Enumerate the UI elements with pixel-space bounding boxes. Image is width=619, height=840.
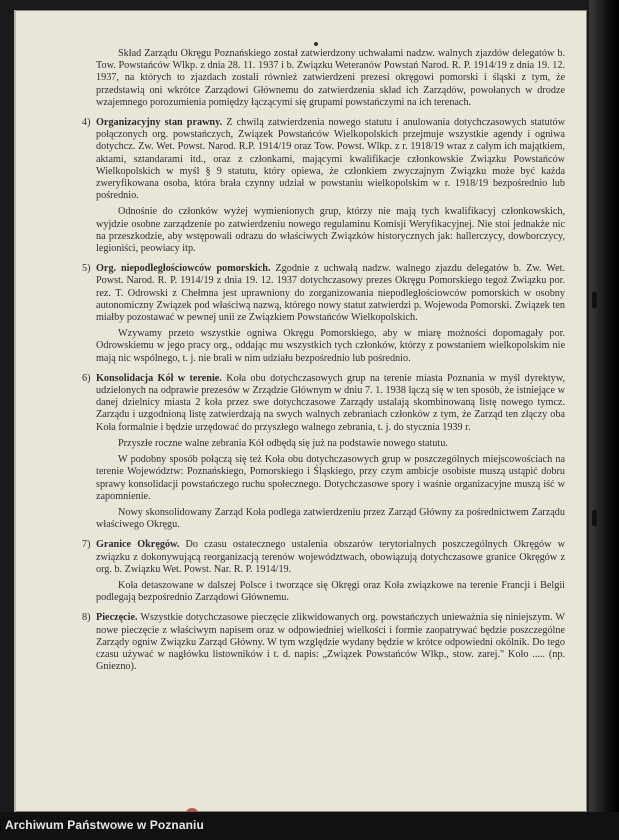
section-text: Koła obu dotychczasowych grup na terenie miasta Poznania w myśl dyrektyw, udzielonych na odprawie prezesów w Zrządzie Głównym w dniu 7. 1. 1938 łączą się w ten sposób, że istniejące w danej dzielnicy miasta 2 koła przez swe dotychczasowe Zarządy ustalają skombinowaną listę nowego tymcz. Zarządu i uzgodnioną listę zatwierdzają na swych walnych zebraniach członków z tym, że Zarząd ten złączy oba Koła formalnie i będzie urzędować do przyszłego walnego zebrania, t. j. do stycznia 1939 r. (96, 372, 566, 433)
section-heading: Granice Okręgów. (96, 539, 180, 551)
archive-label: Archiwum Państwowe w Poznaniu (5, 818, 204, 832)
section-heading: Pieczęcie. (96, 612, 138, 624)
section-number: 6) (82, 372, 91, 384)
scan-border-right (589, 0, 619, 812)
section-text: Wszystkie dotychczasowe pieczęcie zlikwidowanych org. powstańczych unieważnia się niniejszym. W nowe pieczęcie z właściwym napisem oraz w odpowiedniej wielkości i formie zaopatrywać będzie poszczególne Zarządy ogniw Związku Zarząd Główny. W tym względzie wydany będzie w krótce odpowiedni okólnik. Do tego czasu używać w nagłówku listowników i t. d. napis: „Związek Powstańców Wlkp., stow. zarej." Koło ..... (np. Gniezno). (96, 612, 565, 673)
section-number: 7) (82, 539, 91, 551)
archive-footer (0, 812, 619, 840)
document-body (82, 48, 566, 673)
section-4 (82, 117, 566, 255)
section-heading: Org. niepodległościowców pomorskich. (96, 263, 271, 275)
section-paragraph: Koła detaszowane w dalszej Polsce i tworzące się Okręgi oraz Koła związkowe na terenie Francji i Belgii podlegają bezpośrednio Zarządowi Głównemu. (96, 579, 565, 604)
section-heading: Organizacyjny stan prawny. (96, 117, 223, 129)
section-number: 4) (82, 117, 91, 129)
section-text: Zgodnie z uchwałą nadzw. walnego zjazdu delegatów b. Zw. Wet. Powst. Narod. R. P. 1914/19 z dnia 19. 12. 1937 dotychczasowy prezes Okręgu Pomorskiego tegoż Związku por. rez. T. Odrowski z Chełmna jest uprawniony do zorganizowania niepodległościowców pomorskich w osobny autonomiczny Związek pod właściwą nazwą, którego nowy statut zatwierdzi p. Wojewoda Pomorski. Związek ten miałby pozostawać w pewnej unii ze Związkiem Powstańców Wielkopolskich. (96, 263, 566, 324)
section-text: Do czasu ostatecznego ustalenia obszarów terytorialnych poszczególnych Okręgów w związku z dokonywującą reorganizacją terenów województwach, obowiązują dotychczasowe granice Okręgów z org. b. Związku Wet. Powst. Nar. R. P. 1914/19. (96, 539, 566, 575)
section-paragraph: W podobny sposób połączą się też Koła obu dotychczasowych grup w poszczególnych miejscowościach na terenie Województw: Poznańskiego, Pomorskiego i Śląskiego, przy czym ambicje osobiste muszą ustąpić dobru sprawy konsolidacji powstańczego ruchu społecznego. Dotychczasowe spory i waśnie organizacyjne muszą iść w zapomnienie. (96, 454, 565, 502)
page-edge (14, 10, 16, 812)
binding-mark (592, 292, 597, 308)
section-number: 8) (82, 612, 91, 624)
page-dot-mark (314, 42, 318, 46)
section-paragraph: Nowy skonsolidowany Zarząd Koła podlega zatwierdzeniu przez Zarząd Główny za pośrednictwem Zarządu właściwego Okręgu. (96, 506, 565, 531)
section-6 (82, 372, 566, 531)
binding-mark (592, 510, 597, 526)
section-paragraph: Wzywamy przeto wszystkie ogniwa Okręgu Pomorskiego, aby w miarę możności dopomagały por. Odrowskiemu w jego pracy org., oddając mu wszystkich tych członków, którzy z powstaniem wielkopolskim nie mają nic wspólnego, t. j. nie brali w nim udziału bezpośrednio lub pośrednio. (96, 328, 565, 364)
intro-paragraph: Skład Zarządu Okręgu Poznańskiego został zatwierdzony uchwałami nadzw. walnych zjazdów delegatów b. Tow. Powstańców Wlkp. z dnia 28. 11. 1937 i b. Związku Weteranów Powstań Narod. R. P. 1914/19 z dnia 19. 12. 1937, na których to zjazdach zostali również zatwierdzeni prezesi okręgowi pomorski i śląski z tym, że przedstawią oni wkrótce Zarządowi Głównemu do zatwierdzenia skład ich Zarządów, powołanych w drodze wzajemnego porozumienia pomiędzy łączącymi się grupami powstańczymi na ich terenach. (96, 48, 565, 108)
section-5 (82, 263, 566, 365)
section-7 (82, 539, 566, 604)
section-8 (82, 612, 565, 673)
section-paragraph: Odnośnie do członków wyżej wymienionych grup, którzy nie mają tych kwalifikacyj członkowskich, wyjdzie osobne zarządzenie po zatwierdzeniu nowego regulaminu Komisji Weryfikacyjnej. Nie stoi jednakże nic na przeszkodzie, aby wstępowali odrazu do właściwych Związków historycznych jak: hallerczycy, dowborczycy, legioniści, peowiacy itp. (96, 206, 565, 255)
section-text: Z chwilą zatwierdzenia nowego statutu i anulowania dotychczasowych statutów połączonych org. powstańczych, Związek Powstańców Wielkopolskich przejmuje wszystkie agendy i ogniwa dotychcz. Zw. Wet. Powst. Narod. R.P. 1914/19 oraz Tow. Powst. Wlkp. z r. 1918/19 wraz z całym ich majątkiem, aktami, sztandarami itd., oraz z członkami, mającymi kwalifikacje członkowskie Związku Powstańców Wielkopolskich w myśl § 9 statutu, który opiewa, że członkiem zwyczajnym Związku może być każda zweryfikowana osoba, która brała czynny udział w powstaniu wielkopolskim w r. 1918/19 bezpośrednio lub pośrednio. (96, 117, 566, 202)
section-heading: Konsolidacja Kół w terenie. (96, 372, 222, 384)
section-paragraph: Przyszłe roczne walne zebrania Kół odbędą się już na podstawie nowego statutu. (118, 437, 448, 449)
document-page (14, 10, 587, 812)
section-number: 5) (82, 263, 91, 275)
